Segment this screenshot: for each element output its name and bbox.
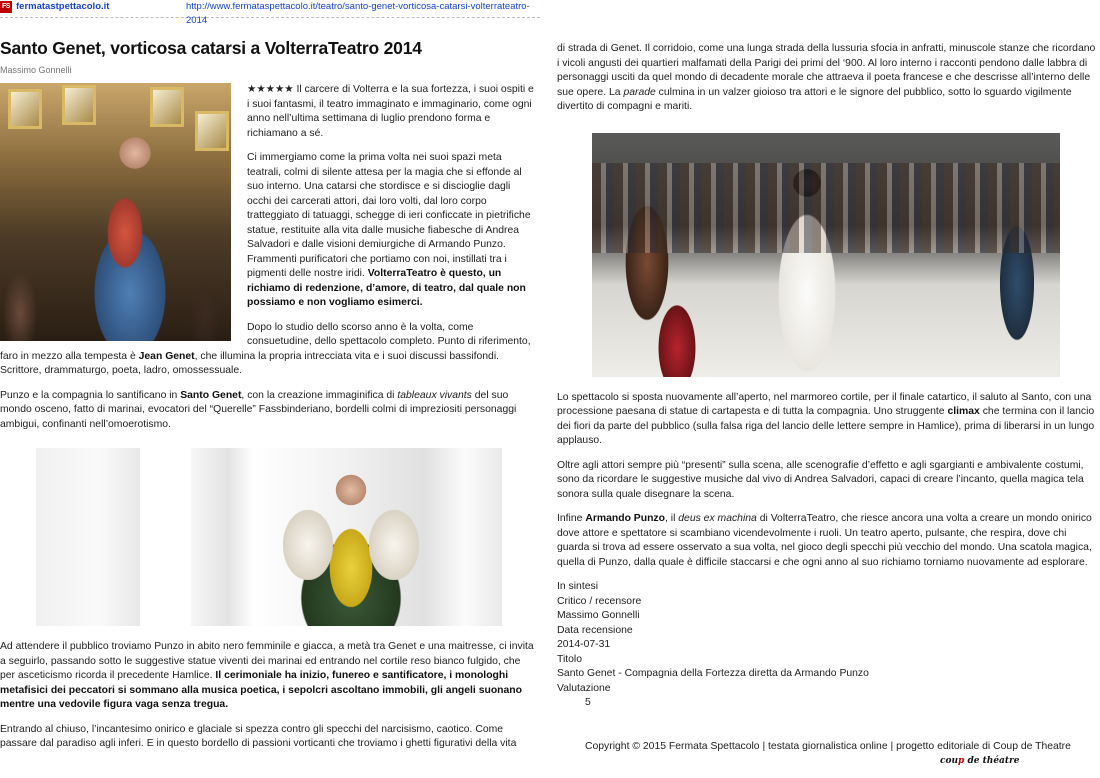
paragraph-text: , che illumina la propria intrecciata vita e i suoi discussi bassifondi. Scrittore, drammaturgo, poeta, ladro, omossessuale.: [0, 350, 500, 376]
paragraph-4: [0, 389, 536, 433]
paragraph-text: di VolterraTeatro, che riesce ancora una volta a creare un mondo onirico dove attore e spettatore si scambiano vicendevolmente i ruoli. Un teatro aperto, pulsante, che respira, dove chi guarda si trova ad essere osservato a sua volta, nel gioco degli specchi più vecchio del mondo. Una scatola magica, quella di Punzo, dalla quale è difficile staccarsi e che ogni anno al suo richiamo torniamo nuovamente ad esplorare.: [557, 513, 1092, 568]
summary-title-label: Titolo: [557, 653, 583, 665]
footer-copyright: Copyright © 2015 Fermata Spettacolo | testata giornalistica online | progetto editoriale di Coup de Theatre: [585, 741, 1071, 752]
paragraph-text: Il carcere di Volterra e la sua fortezza, i suoi ospiti e i suoi fantasmi, il teatro immaginato e immaginario, come ogni anno nell’ultima settimana di luglio prendono forma e richiamano a sé.: [247, 84, 534, 139]
paragraph-text: Entrando al chiuso, l’incantesimo onirico e glaciale si spezza contro gli specchi del narcisismo, caotico. Come passare dal paradiso agli inferi. E in questo bordello di passioni vorticanti che troviamo i ghetti figurativi della vita: [0, 723, 517, 749]
article-title: Santo Genet, vorticosa catarsi a VolterraTeatro 2014: [0, 38, 422, 58]
summary-score-label: Valutazione: [557, 682, 611, 694]
paragraph-text: Lo spettacolo si sposta nuovamente all’aperto, nel marmoreo cortile, per il finale catartico, il saluto al Santo, con una processione paesana di statue di cartapesta e di tutta la compagnia. Uno struggente: [557, 391, 1092, 417]
mirror-decoration: [8, 89, 42, 129]
mirror-decoration: [62, 85, 96, 125]
mirror-decoration: [195, 111, 229, 151]
article-left-column: [0, 36, 536, 762]
bold-text: Armando Punzo: [585, 513, 665, 524]
paragraph-text: che termina con il lancio dei fiori da parte del pubblico (sulla falsa riga del lancio delle lettere sempre in Hamlice), prima di liberarsi in un lungo applauso.: [557, 406, 1095, 446]
bold-text: Santo Genet: [180, 389, 242, 401]
italic-text: deus ex machina: [678, 513, 757, 524]
paragraph-7: [557, 42, 1097, 115]
italic-text: tableaux vivants: [397, 389, 472, 401]
article-photo-2-row: [0, 448, 536, 626]
summary-critic-label: Critico / recensore: [557, 595, 642, 607]
logo-text-accent: p: [958, 756, 965, 766]
paragraph-text: culmina in un valzer gioioso tra attori e le signore del pubblico, sotto lo sguardo vigilmente divertito di compagni e mariti.: [557, 86, 1072, 112]
summary-critic-value: Massimo Gonnelli: [557, 610, 640, 621]
paragraph-9: [557, 459, 1097, 503]
bold-text: Il cerimoniale ha inizio, funereo e santificatore, i monologhi metafisici dei peccatori si sommano alla musica poetica, i sepolcri ascoltano immobili, gli angeli suonano mentre una vedovile figura vaga senza tregua.: [0, 670, 522, 710]
paragraph-text: del suo mondo osceno, fatto di marinai, evocatori del “Querelle” Fassbinderiano, bordelli colmi di impreziositi personaggi ambigui, confinanti nell’omoerotismo.: [0, 389, 517, 430]
fur-collar-decoration: [369, 510, 419, 580]
mirror-decoration: [150, 87, 184, 127]
article-photo-2-side: [36, 448, 140, 626]
browser-header: [0, 0, 540, 26]
fur-collar-decoration: [283, 510, 333, 580]
summary-title-value: Santo Genet - Compagnia della Fortezza diretta da Armando Punzo: [557, 668, 869, 679]
bold-text: Jean Genet: [138, 350, 195, 362]
summary-date-label: Data recensione: [557, 624, 633, 636]
paragraph-text: Dopo lo studio dello scorso anno è la volta, come consuetudine, dello spettacolo completo. Punto di riferimento, faro in mezzo alla tempesta è: [0, 321, 531, 362]
paragraph-8: [557, 391, 1097, 449]
bold-text: VolterraTeatro è questo, un richiamo di redenzione, d’amore, di teatro, dal quale non possiamo e non vogliamo esimerci.: [247, 268, 526, 308]
crowd-decoration: [592, 163, 1060, 253]
bold-text: climax: [947, 406, 980, 417]
paragraph-text: Ad attendere il pubblico troviamo Punzo in abito nero femminile e giacca, a metà tra Genet e una maitresse, ci invita a seguirlo, passando sotto le suggestive statue viventi dei marinai ed entrando nel cortile reso bianco fulgido, che per asceticismo ricorda il precedente Hamlice.: [0, 641, 534, 681]
article-photo-1: [0, 83, 231, 341]
article-photo-3: [592, 133, 1060, 377]
logo-text: de théatre: [964, 756, 1020, 766]
paragraph-text: di strada di Genet. Il corridoio, come una lunga strada della lussuria sfocia in anfratti, minuscole stanze che ricordano i vicoli angusti dei quartieri malfamati della Parigi dei primi del ‘900. Al loro interno i racconti pendono dalle labbra di personaggi usciti da quel mondo di decadente morale che attraeva il poeta francese e che descrisse all’interno delle sue opere. La: [557, 43, 1096, 98]
summary-date-value: 2014-07-31: [557, 639, 611, 650]
article-right-column: [557, 42, 1097, 711]
summary-heading: In sintesi: [557, 581, 599, 592]
footer-logo[interactable]: [940, 756, 1020, 766]
paragraph-text: Infine: [557, 513, 586, 524]
site-logo-icon: FS: [0, 1, 12, 13]
site-link[interactable]: fermatastpettacolo.it: [16, 1, 110, 12]
paragraph-text: Punzo e la compagnia lo santificano in: [0, 389, 181, 401]
paragraph-10: [557, 512, 1097, 570]
page-url-link[interactable]: http://www.fermataspettacolo.it/teatro/santo-genet-vorticosa-catarsi-volterrateatro-2014: [186, 1, 530, 26]
paragraph-6: [0, 723, 536, 752]
rating-stars: ★★★★★: [247, 84, 294, 95]
paragraph-text: Oltre agli attori sempre più “presenti” sulla scena, alle scenografie d’effetto e agli sgargianti e ambivalente costumi, sono da ricordare le suggestive musiche dal vivo di Andrea Salvadori, capaci di creare l’incanto, quella magica tela sonora sulla quale disegnare la scena.: [557, 459, 1084, 500]
logo-text: cou: [940, 756, 959, 766]
article-author: Massimo Gonnelli: [0, 65, 72, 75]
paragraph-text: , il: [664, 513, 679, 524]
review-summary: [557, 580, 1097, 711]
paragraph-text: Ci immergiamo come la prima volta nei suoi spazi meta teatrali, colmi di silente attesa per la magia che si effonde al suo interno. Una catarsi che stordisce e si discioglie dagli occhi dei carcerati attori, dai loro volti, dal loro corpo tratteggiato di tatuaggi, schegge di ieri conficcate in pietrifiche statue, restituite alla vita dalle musiche fiabesche di Andrea Salvadori e dalle visioni demiurgiche di Armando Punzo. Frammenti purificatori che portiamo con noi, instillati tra i pigmenti delle nostre iridi.: [247, 152, 531, 279]
paragraph-5: [0, 640, 536, 713]
paragraph-text: , con la creazione immaginifica di: [241, 389, 398, 401]
article-photo-2: [191, 448, 502, 626]
italic-text: parade: [623, 86, 656, 98]
summary-score-value: 5: [585, 697, 591, 708]
